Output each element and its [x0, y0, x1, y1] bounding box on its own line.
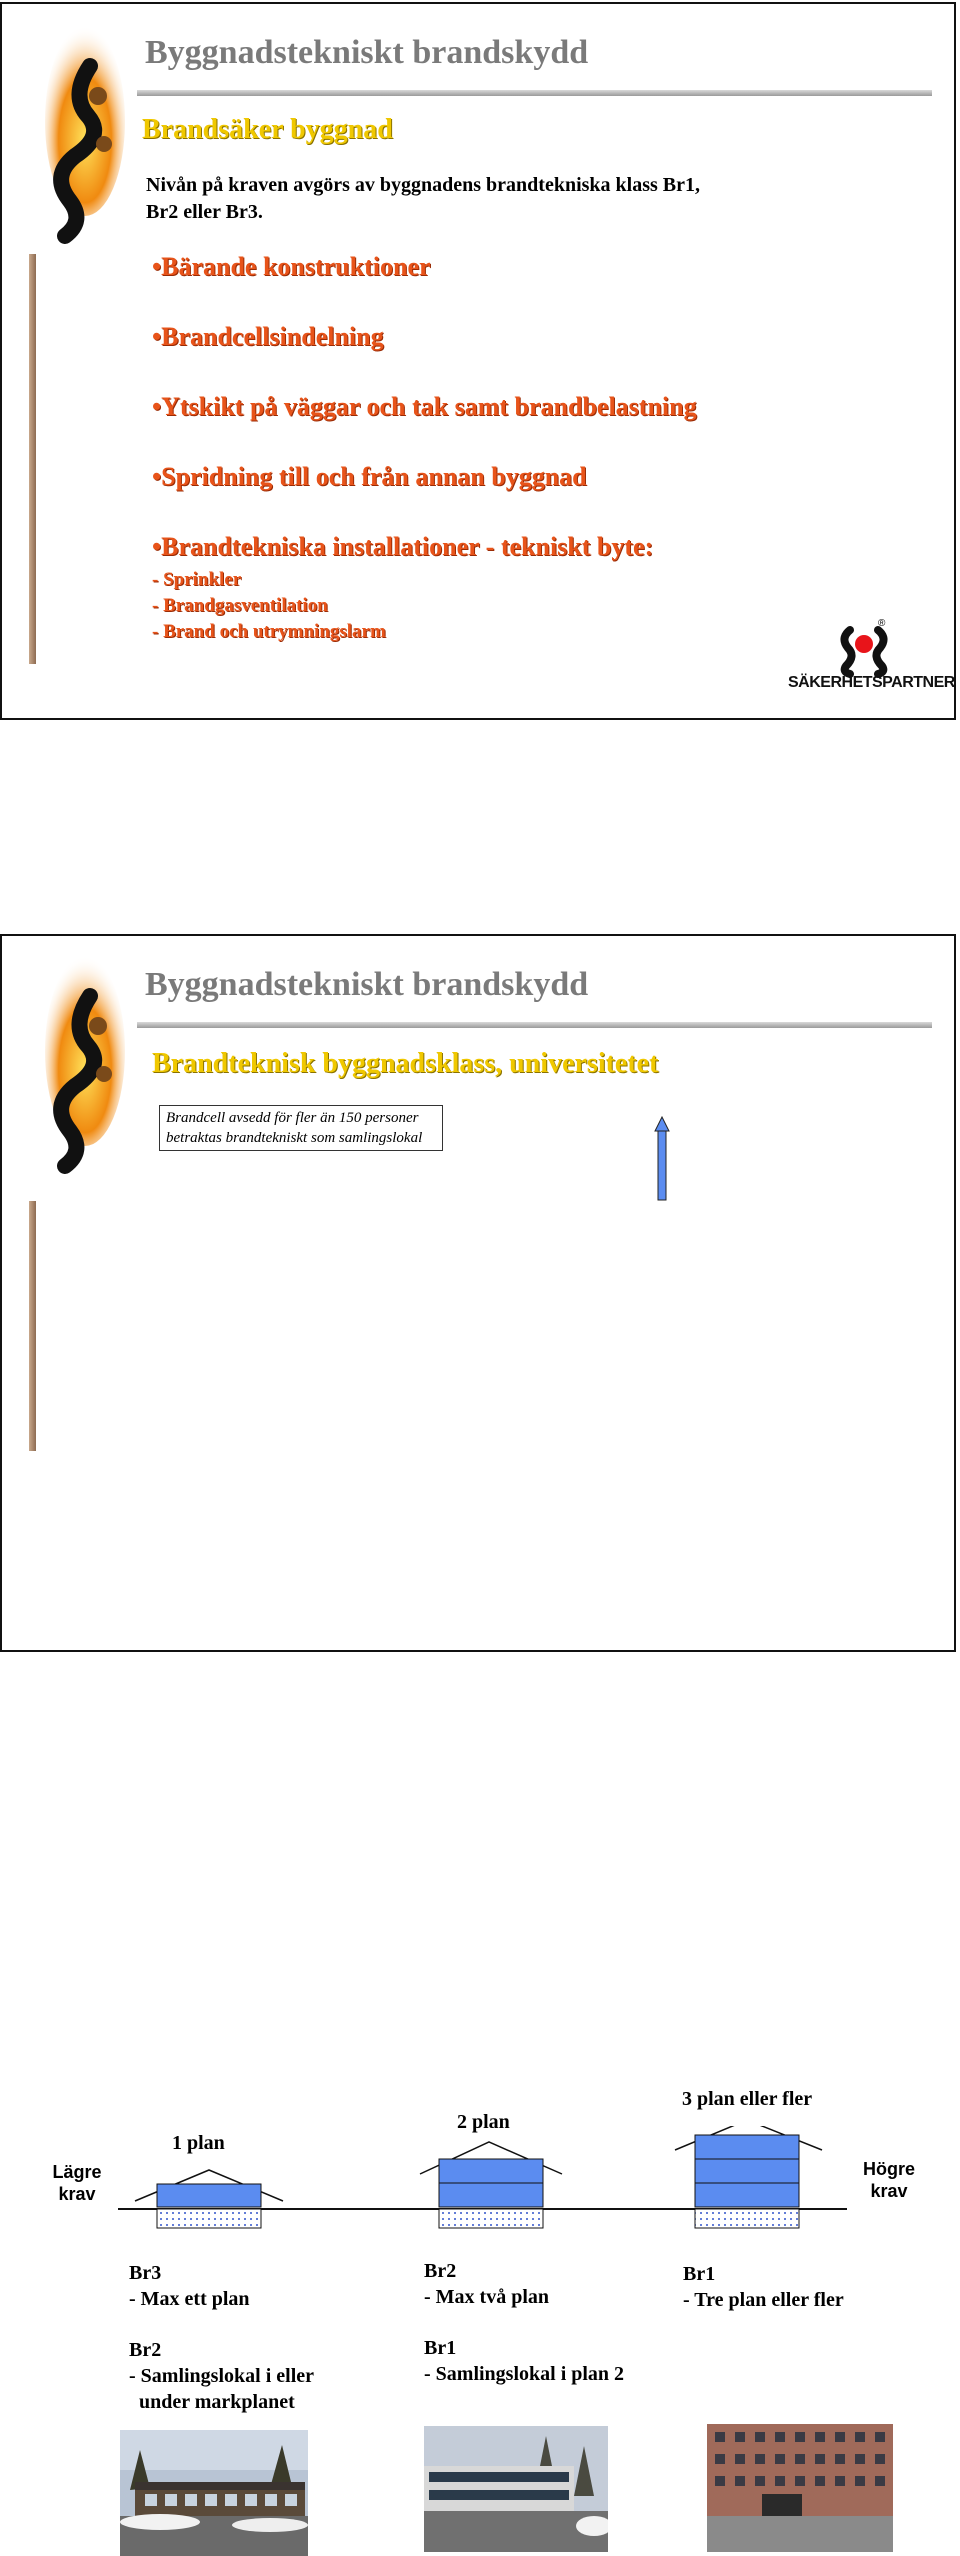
col2-class-2: Br1 — [424, 2337, 457, 2359]
title-rule — [137, 1022, 932, 1028]
lower-req-line-2: krav — [58, 2184, 96, 2204]
col3-desc-1: - Tre plan eller fler — [683, 2289, 844, 2311]
building-1-plan — [135, 2170, 283, 2228]
bullet-item: •Ytskikt på väggar och tak samt brandbelastning — [152, 392, 697, 421]
photo-one-storey-building — [120, 2430, 308, 2556]
bullet-item: •Bärande konstruktioner — [152, 252, 431, 281]
sakerhetspartner-logo-icon — [836, 622, 896, 678]
bullet-item: •Spridning till och från annan byggnad — [152, 462, 587, 491]
slide-title: Byggnadstekniskt brandskydd — [145, 34, 589, 71]
col1-class-2: Br2 — [129, 2339, 162, 2361]
plan-label-2: 2 plan — [457, 2111, 510, 2133]
intro-line-2: Br2 eller Br3. — [146, 201, 263, 223]
note-box — [159, 1105, 443, 1151]
left-accent-bar — [29, 254, 36, 664]
slide-subtitle: Brandsäker byggnad — [142, 114, 393, 145]
logo-text: SÄKERHETSPARTNER — [788, 674, 955, 691]
col1-desc-1: - Max ett plan — [129, 2288, 250, 2310]
registered-mark: ® — [878, 618, 886, 629]
building-diagram — [2, 2126, 958, 2236]
bullet-item: •Brandtekniska installationer - tekniskt byte: — [152, 532, 654, 561]
lower-req-line-1: Lägre — [52, 2162, 102, 2182]
higher-req-line-2: krav — [870, 2181, 908, 2201]
intro-text — [146, 172, 796, 226]
building-3-plan — [675, 2126, 822, 2228]
slide-title: Byggnadstekniskt brandskydd — [145, 966, 589, 1003]
photo-two-storey-building — [424, 2426, 608, 2552]
bullet-item: •Brandcellsindelning — [152, 322, 384, 351]
col2-class-1: Br2 — [424, 2260, 457, 2282]
col1-class-1: Br3 — [129, 2262, 162, 2284]
sub-bullet-item: - Brand och utrymningslarm — [152, 621, 386, 642]
slide-subtitle: Brandteknisk byggnadsklass, universitetet — [152, 1048, 659, 1079]
title-rule — [137, 90, 932, 96]
building-2-plan — [420, 2142, 562, 2228]
plan-label-1: 1 plan — [172, 2132, 225, 2154]
flame-logo-icon — [30, 956, 130, 1176]
note-line-2: betraktas brandtekniskt som samlingslokal — [166, 1130, 423, 1146]
col1-desc-2: - Samlingslokal i eller — [129, 2365, 314, 2387]
slide-2 — [0, 934, 956, 2413]
col2-desc-1: - Max två plan — [424, 2286, 549, 2308]
sub-bullet-item: - Sprinkler — [152, 569, 242, 590]
sub-bullet-item: - Brandgasventilation — [152, 595, 328, 616]
slide-1 — [0, 2, 956, 720]
col3-class-1: Br1 — [683, 2263, 716, 2285]
left-accent-bar — [29, 1201, 36, 1451]
flame-logo-icon — [30, 26, 130, 246]
plan-label-3: 3 plan eller fler — [682, 2088, 813, 2110]
up-arrow-icon — [654, 1116, 670, 1202]
higher-req-line-1: Högre — [862, 2159, 915, 2179]
intro-line-1: Nivån på kraven avgörs av byggnadens brandtekniska klass Br1, — [146, 174, 701, 196]
col2-desc-2: - Samlingslokal i plan 2 — [424, 2363, 625, 2385]
note-line-1: Brandcell avsedd för fler än 150 personer — [166, 1110, 419, 1126]
col1-desc-2b: under markplanet — [129, 2391, 295, 2413]
photo-multi-storey-building — [707, 2424, 893, 2552]
